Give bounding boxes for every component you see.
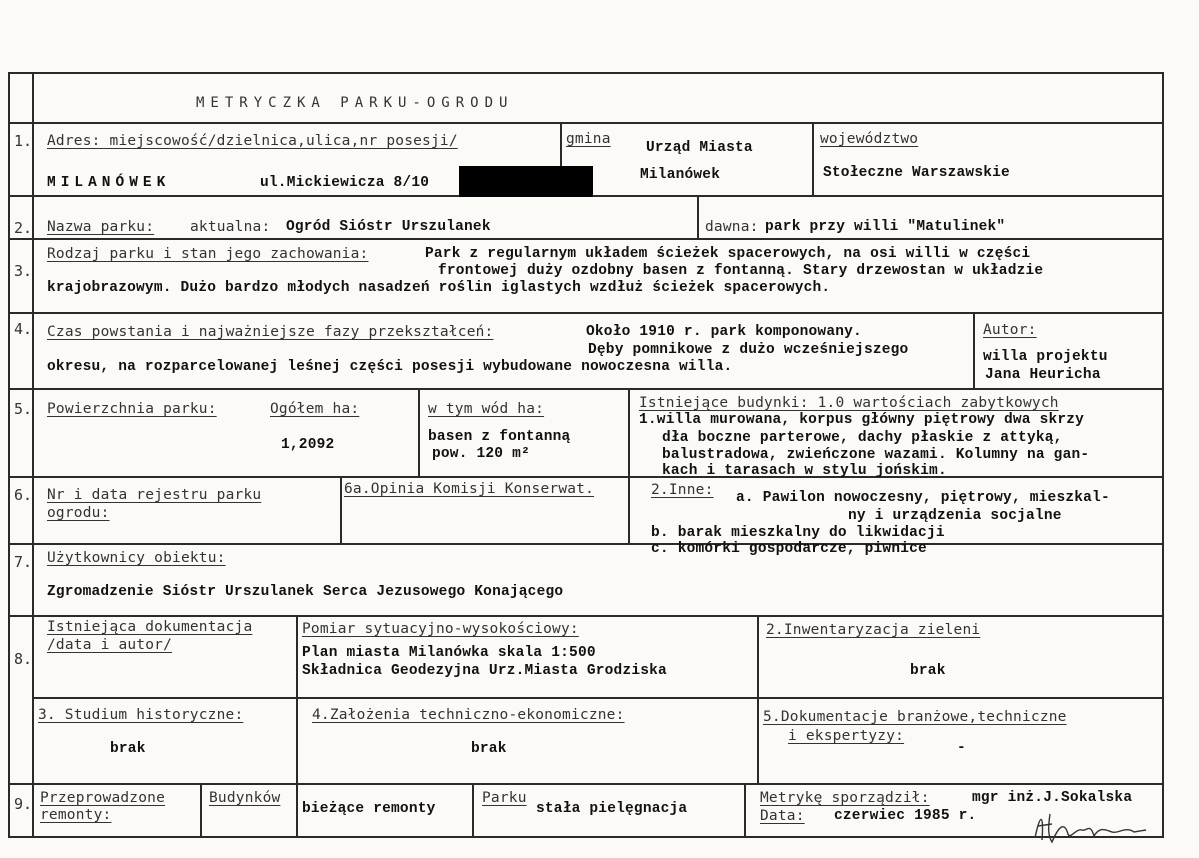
street-value: ul.Mickiewicza 8/10 xyxy=(260,175,430,191)
address-label: Adres: miejscowość/dzielnica,ulica,nr posesji/ xyxy=(47,133,458,149)
buildings-label: Istniejące budynki: 1.0 wartościach zabytkowych xyxy=(639,395,1059,411)
history-label: Czas powstania i najważniejsze fazy przekształceń: xyxy=(47,324,494,340)
v-dawna xyxy=(697,195,699,238)
v-budynki xyxy=(628,388,630,543)
town-value: MILANÓWEK xyxy=(47,175,171,191)
row-line-5 xyxy=(8,388,1164,390)
documentation-label-line2: /data i autor/ xyxy=(47,637,173,653)
row-line-6 xyxy=(8,476,1164,478)
v-pomiar xyxy=(296,615,298,783)
number-column-line xyxy=(32,72,34,838)
buildings-renov-label: Budynków xyxy=(209,790,281,806)
history-study-value: brak xyxy=(110,741,146,757)
water-line1: basen z fontanną xyxy=(428,429,571,445)
prepared-by-value: mgr inż.J.Sokalska xyxy=(972,790,1133,806)
aktualna-label: aktualna: xyxy=(190,219,271,235)
v-parku xyxy=(472,783,474,836)
park-type-line1: Park z regularnym układem ścieżek spacerowych, na osi willi w części xyxy=(425,246,1031,262)
row-number: 7. xyxy=(14,553,33,571)
branch-docs-value: - xyxy=(957,740,966,756)
other-label: 2.Inne: xyxy=(651,482,714,498)
gmina-line1: Urząd Miasta xyxy=(646,140,753,156)
greenery-value: brak xyxy=(910,663,946,679)
total-area-label: Ogółem ha: xyxy=(270,401,360,417)
tech-eco-value: brak xyxy=(471,741,507,757)
branch-docs-label-line2: i ekspertyzy: xyxy=(788,728,905,744)
tech-eco-label: 4.Założenia techniczno-ekonomiczne: xyxy=(312,707,625,723)
v-inw xyxy=(757,615,759,783)
area-label: Powierzchnia parku: xyxy=(47,401,217,417)
v-woj xyxy=(812,122,814,195)
buildings-line4: kach i tarasach w stylu jońskim. xyxy=(662,463,947,479)
v-opinia xyxy=(340,476,342,543)
row-number: 5. xyxy=(14,400,33,418)
water-label: w tym wód ha: xyxy=(428,401,545,417)
renovations-label-line2: remonty: xyxy=(40,807,112,823)
park-name-label: Nazwa parku: xyxy=(47,219,155,235)
date-label: Data: xyxy=(760,808,805,824)
survey-line1: Plan miasta Milanówka skala 1:500 xyxy=(302,645,596,661)
v-wod xyxy=(418,388,420,476)
history-study-label: 3. Studium historyczne: xyxy=(38,707,244,723)
row-line-3 xyxy=(8,238,1164,240)
users-value: Zgromadzenie Sióstr Urszulanek Serca Jezusowego Konającego xyxy=(47,584,564,600)
documentation-label-line1: Istniejąca dokumentacja xyxy=(47,619,253,635)
branch-docs-label-line1: 5.Dokumentacje branżowe,techniczne xyxy=(763,709,1067,725)
water-line2: pow. 120 m² xyxy=(432,446,530,462)
row-line-4 xyxy=(8,312,1164,314)
border-left xyxy=(8,72,10,838)
buildings-line2: dła boczne parterowe, dachy płaskie z attyką, xyxy=(662,430,1063,446)
row-number: 4. xyxy=(14,320,33,338)
date-value: czerwiec 1985 r. xyxy=(834,808,977,824)
survey-line2: Składnica Geodezyjna Urz.Miasta Grodziska xyxy=(302,663,667,679)
park-type-line2: frontowej duży ozdobny basen z fontanną. Stary drzewostan w układzie xyxy=(438,263,1044,279)
history-line2: Dęby pomnikowe z dużo wcześniejszego xyxy=(588,342,909,358)
renovations-label-line1: Przeprowadzone xyxy=(40,790,166,806)
row-line-9 xyxy=(8,783,1164,785)
register-label-line1: Nr i data rejestru parku xyxy=(47,487,262,503)
row-number: 3. xyxy=(14,262,33,280)
v-budynkow xyxy=(200,783,202,836)
row-number: 8. xyxy=(14,650,33,668)
users-label: Użytkownicy obiektu: xyxy=(47,550,226,566)
buildings-line1: 1.willa murowana, korpus główny piętrowy dwa skrzy xyxy=(639,412,1085,428)
dawna-label: dawna: xyxy=(705,219,759,235)
v-autor xyxy=(973,312,975,388)
row-number: 1. xyxy=(14,132,33,150)
history-line3: okresu, na rozparcelowanej leśnej części posesji wybudowane nowoczesna willa. xyxy=(47,359,733,375)
row-number: 9. xyxy=(14,795,33,813)
gmina-line2: Milanówek xyxy=(640,167,721,183)
row-line-8 xyxy=(8,615,1164,617)
signature xyxy=(1030,808,1150,848)
woj-value: Stołeczne Warszawskie xyxy=(823,165,1010,181)
author-label: Autor: xyxy=(983,322,1037,338)
v-bud-value xyxy=(296,783,298,836)
other-line2: ny i urządzenia socjalne xyxy=(848,508,1062,524)
border-bottom xyxy=(8,836,1164,838)
park-type-label: Rodzaj parku i stan jego zachowania: xyxy=(47,246,369,262)
other-line4: c. komórki gospodarcze, piwnice xyxy=(651,541,927,557)
border-top xyxy=(8,72,1164,74)
row-number: 6. xyxy=(14,486,33,504)
park-renov-value: stała pielęgnacja xyxy=(536,801,688,817)
total-area-value: 1,2092 xyxy=(281,437,335,453)
buildings-renov-value: bieżące remonty xyxy=(302,801,436,817)
greenery-label: 2.Inwentaryzacja zieleni xyxy=(766,622,981,638)
aktualna-value: Ogród Sióstr Urszulanek xyxy=(286,219,491,235)
v-metryka xyxy=(744,783,746,836)
buildings-line3: balustradowa, zwieńczone wazami. Kolumny na gan- xyxy=(662,447,1090,463)
survey-label: Pomiar sytuacyjno-wysokościowy: xyxy=(302,621,579,637)
row-line-8b xyxy=(32,697,1164,699)
row-line-7 xyxy=(8,543,1164,545)
row-number: 2. xyxy=(14,219,33,237)
border-right xyxy=(1162,72,1164,838)
redaction-box xyxy=(459,166,593,197)
dawna-value: park przy willi "Matulinek" xyxy=(765,219,1006,235)
author-line1: willa projektu xyxy=(983,349,1108,365)
register-label-line2: ogrodu: xyxy=(47,505,110,521)
document-title: METRYCZKA PARKU-OGRODU xyxy=(196,95,514,111)
prepared-by-label: Metrykę sporządził: xyxy=(760,790,930,806)
opinion-label: 6a.Opinia Komisji Konserwat. xyxy=(344,481,595,497)
row-line-1 xyxy=(8,122,1164,124)
other-line1: a. Pawilon nowoczesny, piętrowy, mieszkal- xyxy=(736,490,1110,506)
gmina-label: gmina xyxy=(566,131,611,147)
author-line2: Jana Heuricha xyxy=(985,367,1101,383)
park-type-line3: krajobrazowym. Dużo bardzo młodych nasadzeń roślin iglastych wzdłuż ścieżek spacerowych. xyxy=(47,280,831,296)
other-line3: b. barak mieszkalny do likwidacji xyxy=(651,525,945,541)
park-renov-label: Parku xyxy=(482,790,527,806)
woj-label: województwo xyxy=(820,131,919,147)
history-line1: Około 1910 r. park komponowany. xyxy=(586,324,862,340)
